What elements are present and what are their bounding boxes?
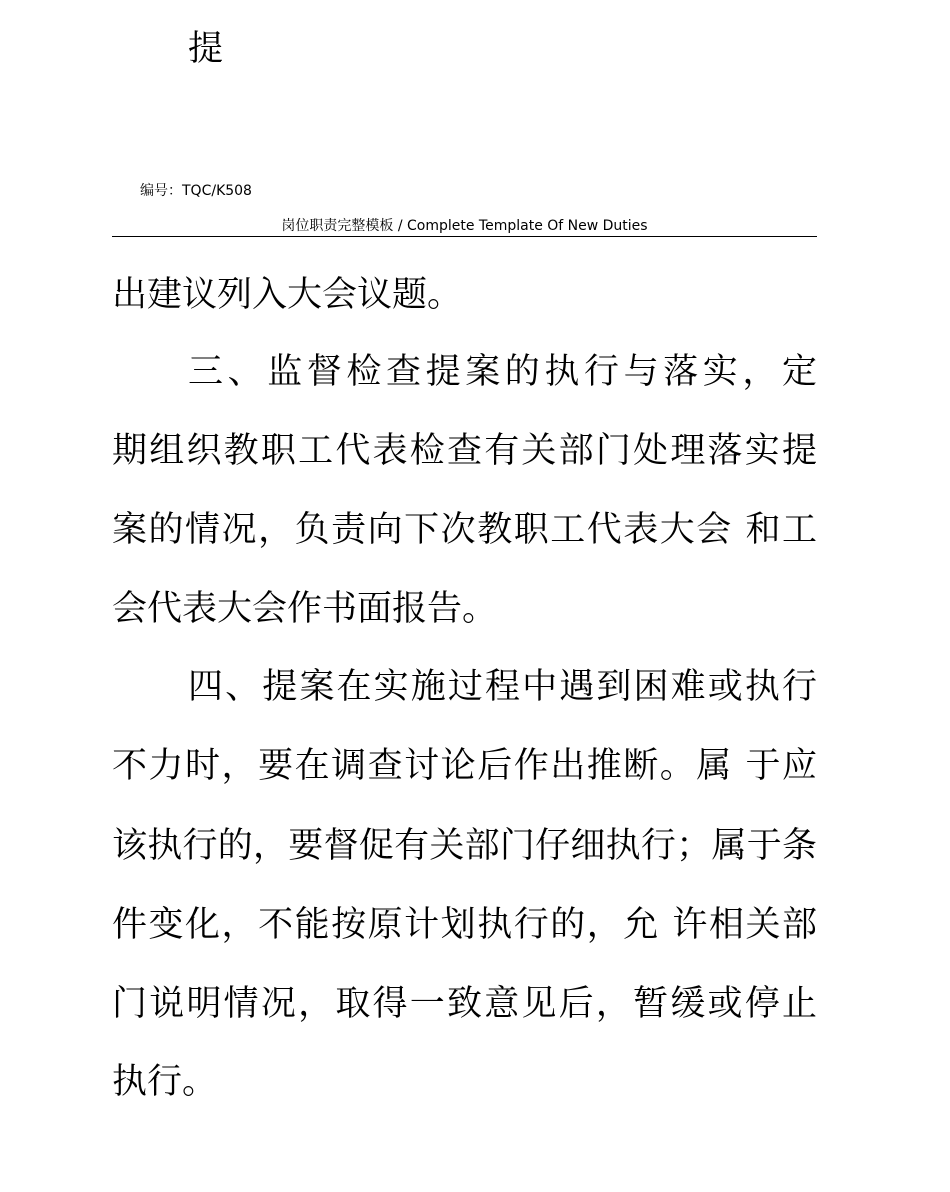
body-line: 案的情况，负责向下次教职工代表大会 和工	[112, 510, 817, 550]
header-divider	[112, 236, 817, 237]
body-line: 会代表大会作书面报告。	[112, 589, 498, 629]
body-line: 件变化，不能按原计划执行的，允 许相关部	[112, 905, 817, 945]
document-number: 编号：TQC/K508	[140, 183, 252, 199]
body-line: 三、监督检查提案的执行与落实，定	[188, 352, 817, 392]
body-line: 出建议列入大会议题。	[112, 275, 463, 315]
document-header-title: 岗位职责完整模板 / Complete Template Of New Duties	[281, 218, 648, 234]
body-line: 期组织教职工代表检查有关部门处理落实提	[112, 431, 817, 471]
body-line: 不力时，要在调查讨论后作出推断。属 于应	[112, 746, 817, 786]
page-top-fragment: 提	[188, 29, 224, 69]
body-line: 门说明情况，取得一致意见后，暂缓或停止	[112, 984, 817, 1024]
body-line: 执行。	[112, 1062, 218, 1102]
body-line: 四、提案在实施过程中遇到困难或执行	[188, 667, 817, 707]
body-line: 该执行的，要督促有关部门仔细执行；属于条	[112, 826, 817, 866]
